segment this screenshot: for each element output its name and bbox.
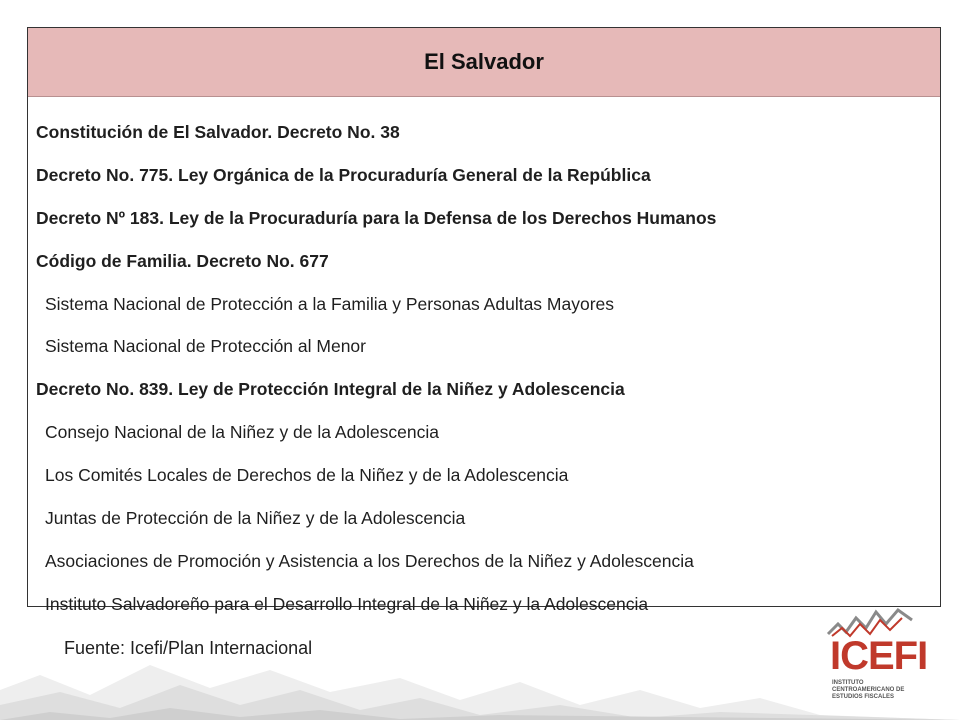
- source-note: Fuente: Icefi/Plan Internacional: [64, 638, 313, 658]
- table-rows: [28, 97, 940, 626]
- mountain-decoration: [0, 620, 960, 720]
- logo-subtitle: INSTITUTO CENTROAMERICANO DE ESTUDIOS FISCALES: [832, 680, 905, 700]
- institution-row: Sistema Nacional de Protección al Menor: [45, 336, 366, 357]
- institution-row: Instituto Salvadoreño para el Desarrollo Integral de la Niñez y la Adolescencia: [45, 593, 649, 614]
- law-row: Decreto No. 839. Ley de Protección Integral de la Niñez y Adolescencia: [36, 379, 625, 400]
- law-row: Decreto No. 775. Ley Orgánica de la Procuraduría General de la República: [36, 164, 651, 185]
- institution-row: Sistema Nacional de Protección a la Familia y Personas Adultas Mayores: [45, 293, 615, 314]
- logo-wordmark: ICEFI: [830, 634, 928, 678]
- law-row: Código de Familia. Decreto No. 677: [36, 250, 329, 271]
- table-title: El Salvador: [28, 28, 940, 97]
- legislation-table: [27, 27, 941, 614]
- institution-row: Juntas de Protección de la Niñez y de la Adolescencia: [45, 508, 466, 529]
- institution-row: Asociaciones de Promoción y Asistencia a los Derechos de la Niñez y Adolescencia: [45, 550, 694, 571]
- institution-row: Los Comités Locales de Derechos de la Niñez y de la Adolescencia: [45, 465, 569, 486]
- law-row: Constitución de El Salvador. Decreto No. 38: [36, 122, 400, 142]
- institution-row: Consejo Nacional de la Niñez y de la Adolescencia: [45, 422, 439, 443]
- law-row: Decreto Nº 183. Ley de la Procuraduría para la Defensa de los Derechos Humanos: [36, 207, 717, 228]
